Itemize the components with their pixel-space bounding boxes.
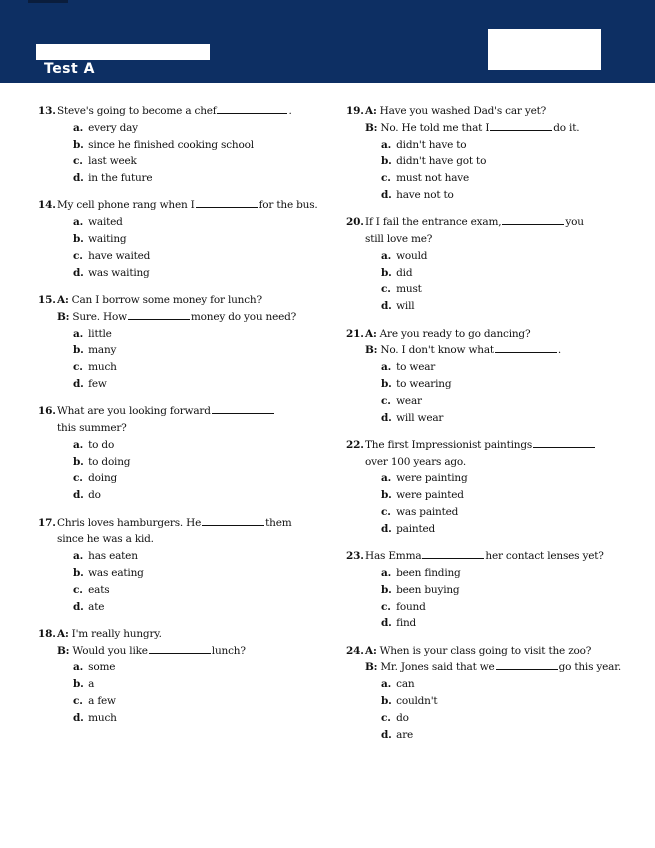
option-letter: a. [381,678,392,691]
question-text: lunch? [211,644,246,657]
option-letter: b. [73,678,84,691]
answer-blank[interactable] [128,309,190,320]
answer-options [38,437,328,504]
question-21 [346,326,636,427]
answer-options [346,676,636,743]
question-text: The first Impressionist paintings [365,438,533,451]
option-text: many [85,344,117,357]
option-letter: a. [73,121,84,134]
question-line [346,437,636,454]
question-number: 17. [38,516,56,529]
option-text: must [393,283,422,296]
option-letter: d. [381,617,392,630]
option-letter: c. [381,394,391,407]
option-text: would [393,249,428,262]
option-text: didn't have got to [393,155,487,168]
option-text: have not to [393,188,454,201]
option-letter: b. [73,344,84,357]
answer-blank[interactable] [490,120,552,131]
speaker-label: B: [365,661,378,674]
answer-option[interactable] [73,170,328,187]
question-20 [346,214,636,315]
option-letter: c. [73,155,83,168]
question-line [346,120,636,137]
question-line [346,643,636,660]
question-text: Have you washed Dad's car yet? [379,105,547,117]
question-text: money do you need? [190,310,297,323]
question-number: 21. [346,327,364,340]
answer-option[interactable] [73,487,328,504]
option-text: can [393,678,415,691]
answer-options [38,659,328,726]
answer-options [346,137,636,204]
option-text: much [85,361,117,374]
logo-mark [28,0,68,3]
question-text: for the bus. [258,199,318,212]
option-text: every day [85,121,138,134]
option-text: find [393,617,417,630]
page-header [0,0,655,83]
option-text: much [85,711,117,724]
question-number: 19. [346,105,364,117]
answer-option[interactable] [73,565,328,582]
option-letter: a. [381,138,392,151]
answer-blank[interactable] [495,342,557,353]
answer-blank[interactable] [196,197,258,208]
question-15 [38,292,328,393]
option-letter: c. [381,711,391,724]
answer-option[interactable] [381,187,636,204]
question-text: No. He told me that I [380,121,490,134]
option-letter: a. [381,361,392,374]
answer-option[interactable] [381,359,636,376]
option-text: was eating [85,566,144,579]
option-text: are [393,728,414,741]
answer-option[interactable] [381,693,636,710]
answer-blank[interactable] [496,659,558,670]
question-line [38,626,328,643]
question-line [38,103,328,120]
option-letter: d. [381,300,392,313]
question-text: . [288,105,292,117]
answer-option[interactable] [73,342,328,359]
option-letter: d. [73,377,84,390]
option-letter: a. [73,216,84,229]
option-letter: a. [381,472,392,485]
question-19 [346,103,636,204]
answer-option[interactable] [73,659,328,676]
option-text: been buying [393,583,460,596]
option-text: been finding [393,566,461,579]
question-text: Sure. How [72,310,127,323]
option-letter: c. [73,472,83,485]
answer-option[interactable] [381,676,636,693]
question-text: Are you ready to go dancing? [379,327,531,340]
option-text: couldn't [393,695,438,707]
question-text: since he was a kid. [57,533,154,546]
option-letter: c. [381,172,391,185]
option-letter: b. [73,455,84,468]
question-18 [38,626,328,727]
option-letter: a. [73,661,84,674]
answer-option[interactable] [381,281,636,298]
option-letter: a. [73,327,84,340]
answer-option[interactable] [73,137,328,154]
question-text: Has Emma [365,550,422,563]
question-13 [38,103,328,187]
questions-right-column [346,103,636,754]
option-text: few [85,377,107,390]
question-line [38,309,328,326]
answer-option[interactable] [73,359,328,376]
option-letter: d. [73,172,84,185]
answer-blank[interactable] [212,403,274,414]
speaker-label: A: [365,327,377,340]
option-text: must not have [393,172,470,185]
answer-blank[interactable] [202,515,264,526]
answer-option[interactable] [73,548,328,565]
question-line [346,659,636,676]
question-23 [346,548,636,632]
option-text: will wear [393,411,444,424]
option-text: waited [85,216,123,229]
option-text: to do [85,438,115,451]
answer-blank[interactable] [422,548,484,559]
speaker-label: B: [365,344,378,357]
option-letter: b. [381,489,392,502]
option-letter: c. [381,600,391,613]
answer-option[interactable] [381,504,636,521]
option-text: were painted [393,489,464,502]
option-letter: c. [73,249,83,262]
answer-option[interactable] [381,153,636,170]
option-text: waiting [85,233,127,246]
question-line [346,231,636,248]
option-letter: b. [381,583,392,596]
speaker-label: A: [57,293,69,306]
option-text: ate [85,600,105,613]
answer-option[interactable] [381,393,636,410]
answer-option[interactable] [381,410,636,427]
option-letter: a. [73,550,84,563]
question-number: 24. [346,644,364,657]
option-text: since he finished cooking school [85,138,254,151]
option-letter: a. [73,438,84,451]
answer-option[interactable] [73,153,328,170]
question-17 [38,515,328,616]
answer-option[interactable] [381,615,636,632]
option-text: to doing [85,455,131,468]
answer-options [38,326,328,393]
option-text: wear [393,394,422,407]
answer-option[interactable] [73,326,328,343]
option-text: will [393,300,415,313]
option-text: little [85,327,112,340]
question-line [346,103,636,120]
answer-option[interactable] [381,170,636,187]
answer-option[interactable] [73,248,328,265]
score-box[interactable] [488,29,601,70]
answer-options [346,470,636,537]
question-text: over 100 years ago. [365,455,467,468]
speaker-label: B: [57,310,70,323]
answer-blank[interactable] [217,103,287,114]
answer-option[interactable] [381,710,636,727]
option-text: did [393,266,413,279]
option-text: to wearing [393,377,452,390]
answer-option[interactable] [73,376,328,393]
question-line [38,292,328,309]
answer-option[interactable] [73,231,328,248]
option-letter: c. [381,506,391,519]
question-text: do it. [553,121,580,134]
option-letter: d. [381,411,392,424]
question-text: Steve's going to become a chef [57,105,217,117]
question-number: 13. [38,105,56,117]
answer-option[interactable] [73,437,328,454]
question-text: My cell phone rang when I [57,199,195,212]
answer-options [346,359,636,426]
option-letter: b. [381,155,392,168]
question-line [38,403,328,420]
question-line [346,342,636,359]
option-text: was painted [393,506,459,519]
speaker-label: A: [365,105,377,117]
answer-blank[interactable] [533,437,595,448]
answer-option[interactable] [381,521,636,538]
question-14 [38,197,328,281]
question-22 [346,437,636,538]
question-number: 16. [38,405,56,418]
option-letter: c. [73,583,83,596]
answer-option[interactable] [381,487,636,504]
answer-option[interactable] [73,599,328,616]
option-text: in the future [85,172,153,185]
option-letter: b. [73,233,84,246]
option-letter: d. [73,266,84,279]
question-text: . [557,344,562,357]
question-text: If I fail the entrance exam, [365,216,502,229]
option-text: do [85,489,101,502]
answer-option[interactable] [381,599,636,616]
answer-option[interactable] [73,214,328,231]
question-number: 18. [38,627,56,640]
option-letter: c. [73,361,83,374]
question-text: her contact lenses yet? [485,550,604,563]
answer-option[interactable] [381,248,636,265]
question-text: Mr. Jones said that we [380,661,495,674]
question-line [346,548,636,565]
option-letter: c. [73,695,83,707]
answer-option[interactable] [381,582,636,599]
question-line [346,454,636,471]
option-text: have waited [85,249,151,262]
answer-option[interactable] [381,137,636,154]
answer-options [38,548,328,615]
speaker-label: B: [57,644,70,657]
option-text: a [85,678,95,691]
option-text: has eaten [85,550,138,563]
option-letter: d. [73,600,84,613]
question-text: What are you looking forward [57,405,211,418]
question-text: Can I borrow some money for lunch? [71,293,262,306]
question-line [346,214,636,231]
answer-option[interactable] [381,376,636,393]
option-text: a few [85,695,116,707]
answer-blank[interactable] [149,643,211,654]
name-box[interactable] [36,44,210,60]
option-text: do [393,711,409,724]
answer-option[interactable] [381,470,636,487]
option-letter: b. [73,566,84,579]
answer-option[interactable] [73,582,328,599]
answer-option[interactable] [73,454,328,471]
option-letter: a. [381,566,392,579]
option-letter: d. [381,188,392,201]
answer-option[interactable] [73,470,328,487]
question-text: still love me? [365,233,433,246]
question-text: Would you like [72,644,148,657]
option-letter: b. [381,695,392,707]
option-text: some [85,661,116,674]
question-number: 22. [346,438,364,451]
speaker-label: A: [365,644,377,657]
option-text: found [393,600,426,613]
answer-options [346,565,636,632]
answer-blank[interactable] [502,214,564,225]
option-text: painted [393,522,435,535]
question-line [38,420,328,437]
question-text: No. I don't know what [380,344,494,357]
answer-option[interactable] [381,298,636,315]
option-text: doing [85,472,118,485]
question-number: 23. [346,550,364,563]
speaker-label: B: [365,121,378,134]
question-text: them [265,516,292,529]
question-line [38,515,328,532]
question-text: you [565,216,584,229]
answer-option[interactable] [381,565,636,582]
question-24 [346,643,636,744]
speaker-label: A: [57,627,69,640]
option-letter: d. [73,489,84,502]
question-number: 15. [38,293,56,306]
answer-option[interactable] [73,265,328,282]
answer-option[interactable] [381,727,636,744]
answer-option[interactable] [73,693,328,710]
question-16 [38,403,328,504]
option-text: were painting [393,472,468,485]
question-text: go this year. [558,661,622,674]
option-text: was waiting [85,266,150,279]
option-letter: d. [381,728,392,741]
option-letter: a. [381,249,392,262]
answer-option[interactable] [73,710,328,727]
question-line [38,197,328,214]
option-letter: b. [381,266,392,279]
question-line [38,531,328,548]
option-letter: d. [73,711,84,724]
answer-options [346,248,636,315]
questions-left-column [38,103,328,737]
question-line [346,326,636,343]
question-text: When is your class going to visit the zoo? [379,644,592,657]
option-letter: c. [381,283,391,296]
option-letter: d. [381,522,392,535]
question-number: 14. [38,199,56,212]
question-number: 20. [346,216,364,229]
question-text: Chris loves hamburgers. He [57,516,202,529]
option-text: to wear [393,361,436,374]
option-text: eats [85,583,110,596]
option-letter: b. [73,138,84,151]
question-line [38,643,328,660]
answer-options [38,214,328,281]
answer-options [38,120,328,187]
answer-option[interactable] [73,676,328,693]
test-title: Test A [44,61,95,77]
option-text: didn't have to [393,138,467,151]
answer-option[interactable] [73,120,328,137]
question-text: this summer? [57,422,127,435]
option-text: last week [85,155,137,168]
question-text: I'm really hungry. [71,627,162,640]
answer-option[interactable] [381,265,636,282]
option-letter: b. [381,377,392,390]
